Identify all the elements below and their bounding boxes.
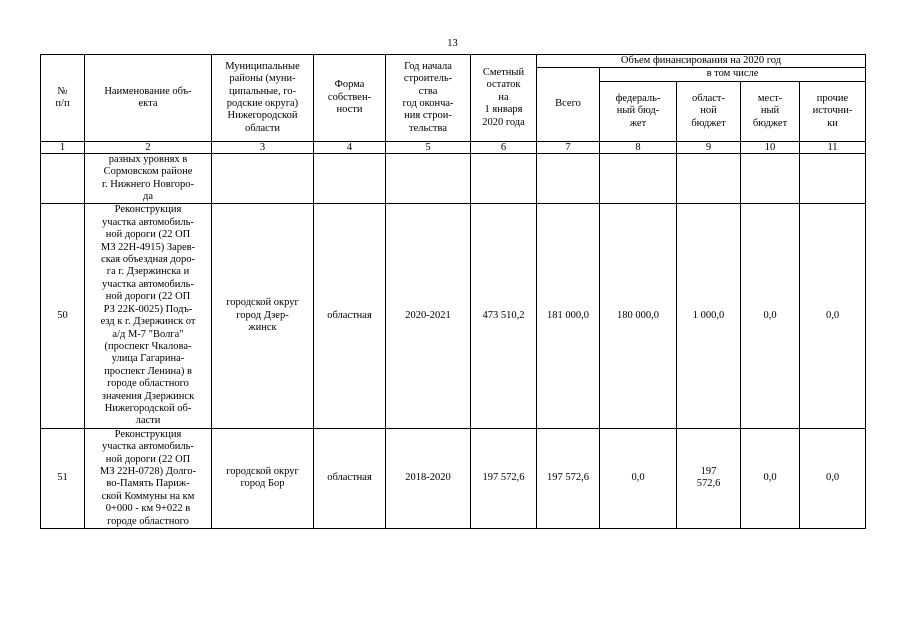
row-num	[41, 153, 85, 204]
table-row	[41, 204, 866, 428]
column-number: 2	[85, 141, 212, 153]
row-balance: 473 510,2	[471, 204, 537, 428]
row-local	[741, 153, 800, 204]
page-number: 13	[447, 38, 458, 49]
row-district: городской округ город Дзер- жинск	[212, 204, 314, 428]
row-district	[212, 153, 314, 204]
row-federal: 0,0	[600, 428, 677, 528]
row-ownership: областная	[314, 204, 386, 428]
header-years: Год начала строитель- ства год оконча- ния строи- тельства	[386, 55, 471, 142]
table-header	[41, 55, 866, 154]
header-federal: федераль- ный бюд- жет	[600, 81, 677, 141]
header-district: Муниципальные районы (муни- ципальные, го- родские округа) Нижегородской области	[212, 55, 314, 142]
header-balance: Сметный остаток на 1 января 2020 года	[471, 55, 537, 142]
row-regional: 197 572,6	[677, 428, 741, 528]
column-number: 4	[314, 141, 386, 153]
row-local: 0,0	[741, 204, 800, 428]
row-other: 0,0	[800, 428, 866, 528]
financing-table	[40, 54, 866, 529]
row-other	[800, 153, 866, 204]
row-total: 181 000,0	[537, 204, 600, 428]
column-number: 6	[471, 141, 537, 153]
column-numbers-row	[41, 141, 866, 153]
row-years	[386, 153, 471, 204]
column-number: 1	[41, 141, 85, 153]
row-num: 51	[41, 428, 85, 528]
header-local: мест- ный бюджет	[741, 81, 800, 141]
header-num: № п/п	[41, 55, 85, 142]
row-object-name: Реконструкция участка автомобиль- ной дороги (22 ОП МЗ 22Н-4915) Зарев- ская объездная доро- га г. Дзержинска и участка автомобиль- ной дороги (22 ОП РЗ 22К-0025) Подъ- езд к г. Дзержинск от а/д М-7 "Волга" (проспект Чкалова- улица Гагарина- проспект Ленина) в городе областного значения Дзержинск Нижегородской об- ласти	[85, 204, 212, 428]
row-regional	[677, 153, 741, 204]
row-num: 50	[41, 204, 85, 428]
row-federal: 180 000,0	[600, 204, 677, 428]
row-other: 0,0	[800, 204, 866, 428]
header-funding: Объем финансирования на 2020 год	[537, 55, 866, 68]
column-number: 5	[386, 141, 471, 153]
column-number: 7	[537, 141, 600, 153]
header-total: Всего	[537, 68, 600, 141]
row-balance: 197 572,6	[471, 428, 537, 528]
row-ownership: областная	[314, 428, 386, 528]
column-number: 10	[741, 141, 800, 153]
table-row	[41, 428, 866, 528]
row-total: 197 572,6	[537, 428, 600, 528]
row-federal	[600, 153, 677, 204]
header-regional: област- ной бюджет	[677, 81, 741, 141]
column-number: 11	[800, 141, 866, 153]
column-number: 9	[677, 141, 741, 153]
row-local: 0,0	[741, 428, 800, 528]
table-row	[41, 153, 866, 204]
row-balance	[471, 153, 537, 204]
header-including: в том числе	[600, 68, 866, 81]
row-district: городской округ город Бор	[212, 428, 314, 528]
row-object-name: разных уровнях в Сормовском районе г. Нижнего Новгоро- да	[85, 153, 212, 204]
column-number: 3	[212, 141, 314, 153]
row-regional: 1 000,0	[677, 204, 741, 428]
header-name: Наименование объ- екта	[85, 55, 212, 142]
row-ownership	[314, 153, 386, 204]
row-years: 2020-2021	[386, 204, 471, 428]
header-other: прочие источни- ки	[800, 81, 866, 141]
row-years: 2018-2020	[386, 428, 471, 528]
column-number: 8	[600, 141, 677, 153]
row-total	[537, 153, 600, 204]
header-ownership: Форма собствен- ности	[314, 55, 386, 142]
row-object-name: Реконструкция участка автомобиль- ной дороги (22 ОП МЗ 22Н-0728) Долго- во-Память Париж- ской Коммуны на км 0+000 - км 9+022 в городе областного	[85, 428, 212, 528]
